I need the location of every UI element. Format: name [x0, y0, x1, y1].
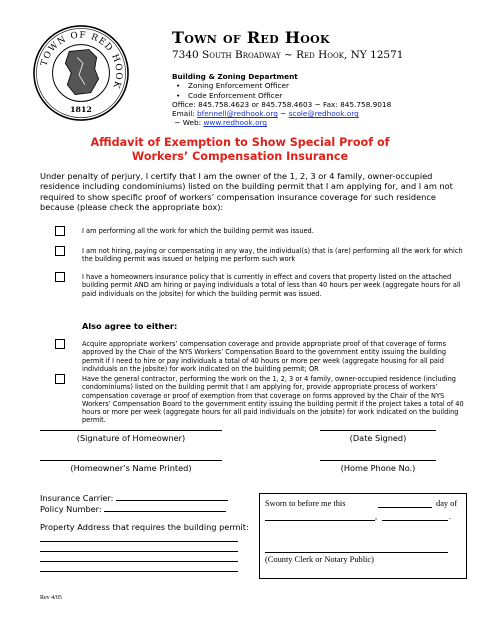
also-agree-heading: Also agree to either: [82, 321, 178, 331]
exemption-option-text: I am not hiring, paying or compensating in any way, the individual(s) that is (are) performing all the work for which the building permit was issued or helping me perform such work [82, 247, 463, 264]
web-line: ~ Web: www.redhook.org [174, 118, 268, 128]
revision-note: Rev 4/05 [40, 595, 62, 601]
intro-paragraph: Under penalty of perjury, I certify that I am the owner of the 1, 2, 3 or 4 family, owner-occupied residence including condominiums) listed on the building permit that I am applying for, and I am not required to show specific proof of workers’ compensation insurance coverage for such residence because (please check the appropriate box): [40, 171, 453, 212]
printed-name-field[interactable]: (Homeowner’s Name Printed) [40, 460, 222, 473]
notary-clerk-label: (County Clerk or Notary Public) [265, 555, 374, 564]
insurance-carrier-field[interactable] [116, 493, 228, 501]
town-address: 7340 South Broadway ~ Red Hook, NY 12571 [172, 49, 404, 61]
property-address-label: Property Address that requires the building permit: [40, 522, 249, 532]
letterhead [172, 29, 472, 128]
department-block [172, 72, 472, 128]
home-phone-field[interactable]: (Home Phone No.) [320, 460, 436, 473]
exemption-option-text: I am performing all the work for which the building permit was issued. [82, 227, 314, 235]
town-name: Town of Red Hook [172, 28, 330, 47]
property-address-line-4[interactable] [40, 571, 238, 572]
email-link-scole[interactable]: scole@redhook.org [288, 109, 359, 119]
role-item: • Zoning Enforcement Officer [176, 81, 290, 91]
department-name: Building & Zoning Department [172, 72, 298, 81]
exemption-checkbox-1[interactable] [55, 226, 65, 236]
email-link-bfennell[interactable]: bfennell@redhook.org [197, 109, 278, 119]
affidavit-title: Affidavit of Exemption to Show Special Proof of Workers’ Compensation Insurance [90, 136, 390, 163]
agree-option-text: Have the general contractor, performing the work on the 1, 2, 3 or 4 family, owner-occupied residence (including condominiums) listed on the building permit that I am applying for, provide appropriate process of workers’ compensation coverage or proof of exemption from that coverage on forms approved by the Chair of the NYS Workers’ Compensation Board to the government entity issuing the building permit if the project takes a total of 40 hours or more per week (aggregate hours for all paid individuals on the jobsite) for work indicated on the building permit. [82, 375, 464, 425]
policy-number-label: Policy Number: [40, 503, 102, 514]
exemption-checkbox-3[interactable] [55, 272, 65, 282]
exemption-option-text: I have a homeowners insurance policy that is currently in effect and covers that property listed on the attached building permit AND am hiring or paying individuals a total of less than 40 hours per week (aggregate hours for all paid individuals on the jobsite) for which the building permit was issued. [82, 273, 461, 298]
insurance-carrier-label: Insurance Carrier: [40, 493, 114, 503]
seal-ring-text: TOWN OF RED HOOK [39, 30, 124, 91]
property-address-line-3[interactable] [40, 561, 238, 562]
notary-month-field[interactable] [265, 520, 375, 521]
website-link[interactable]: www.redhook.org [203, 118, 268, 128]
seal-year: 1812 [70, 105, 92, 115]
insurance-block [40, 493, 228, 514]
email-line: Email: bfennell@redhook.org ~ scole@redhook.org [172, 109, 359, 119]
roles-list [172, 81, 472, 100]
seal-map-shape [65, 49, 98, 94]
property-address-line-2[interactable] [40, 551, 238, 552]
notary-sworn-text: Sworn to before me this [265, 499, 346, 508]
notary-day-field[interactable] [378, 507, 432, 508]
notary-day-of-text: day of [436, 499, 458, 508]
notary-year-field[interactable] [382, 520, 448, 521]
property-address-line-1[interactable] [40, 541, 238, 542]
notary-signature-field[interactable] [265, 552, 448, 553]
agree-option-text: Acquire appropriate workers’ compensation coverage and provide appropriate proof of that coverage of forms approved by the Chair of the NYS Workers’ Compensation Board to the government entity issuing the building permit if I need to hire or pay individuals a total of 40 hours or more per week (aggregate housing for all paid individuals on the jobsite) for work indicated on the building permit; OR [82, 340, 447, 373]
exemption-checkbox-2[interactable] [55, 246, 65, 256]
role-item: • Code Enforcement Officer [176, 90, 283, 100]
town-seal [32, 24, 130, 122]
signature-field[interactable]: (Signature of Homeowner) [40, 430, 222, 443]
notary-box: Sworn to before me this day of , . (County Clerk or Notary Public) [259, 493, 467, 579]
office-phone-line: Office: 845.758.4623 or 845.758.4603 ~ Fax: 845.758.9018 [172, 99, 392, 109]
policy-number-field[interactable] [104, 504, 226, 512]
date-signed-field[interactable]: (Date Signed) [320, 430, 436, 443]
agree-checkbox-2[interactable] [55, 374, 65, 384]
agree-checkbox-1[interactable] [55, 339, 65, 349]
